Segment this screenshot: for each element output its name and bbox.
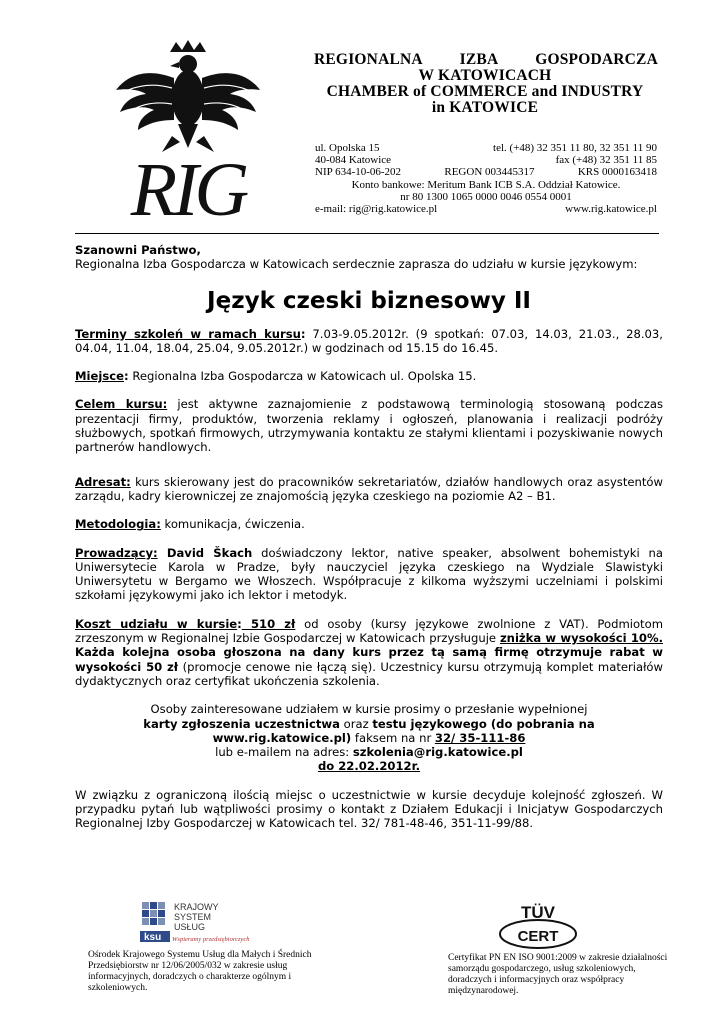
place-colon: : [124, 369, 129, 384]
place-label: Miejsce [75, 369, 124, 384]
tuv-logo-top: TÜV [521, 903, 555, 922]
terms-label: Terminy szkoleń w ramach kursu [75, 326, 301, 341]
terms-text: 7.03-9.05.2012r. (9 spotkań: 07.03, 14.03, 21.03., 28.03, 04.04, 11.04, 18.04, 25.04, 9.05.2012r.) w godzinach od 15.15 do 16.45. [75, 326, 663, 355]
fax-number-link: 32/ 35-111-86 [434, 730, 526, 745]
cost-colon: : [237, 616, 242, 631]
org-name-pl-line1 [300, 52, 670, 68]
intro-text: Regionalna Izba Gospodarcza w Katowicach serdecznie zaprasza do udziału w kursie językowym: [75, 257, 638, 272]
org-name-pl-line2: W KATOWICACH [418, 67, 552, 84]
audience-label: Adresat: [75, 474, 131, 489]
krs-number: KRS 0000163418 [577, 166, 657, 179]
ksu-logo [138, 898, 250, 948]
method-text: komunikacja, ćwiczenia. [160, 517, 305, 532]
ksu-logo-slogan: Wspieramy przedsiębiorczych [172, 936, 250, 943]
registration-form-label: karty zgłoszenia uczestnictwa [143, 716, 340, 731]
course-title: Język czeski biznesowy II [207, 287, 531, 314]
ksu-logo-abbr: ksu [144, 932, 162, 943]
cta-and: oraz [339, 716, 373, 731]
goal-text: jest aktywne zaznajomienie z podstawową terminologią stosowaną podczas prezentacji firmy, produktów, tworzenia reklamy i ogłoszeń, planowania i realizacji podróży służbowych, spotkań firmowych, utrzymywania kontaktu ze stałymi klientami i pozyskiwanie nowych partnerów handlowych. [75, 397, 663, 455]
terms-colon: : [300, 326, 306, 341]
goal-paragraph [75, 397, 663, 454]
city-postcode: 40-084 Katowice [315, 154, 392, 167]
cost-paragraph [75, 617, 663, 688]
street-address: ul. Opolska 15 [315, 142, 380, 154]
bank-account: nr 80 1300 1065 0000 0046 0554 0001 [400, 190, 572, 203]
cost-bold: Każda kolejna osoba głoszona na dany kurs przez tą samą firmę otrzymuje rabat w wysokości 50 zł [75, 645, 663, 674]
method-paragraph [75, 517, 663, 531]
greeting: Szanowni Państwo, [75, 243, 201, 257]
closing-paragraph: W związku z ograniczoną ilością miejsc o uczestnictwie w kursie decyduje kolejność zgłoszeń. W przypadku pytań lub wątpliwości prosimy o kontakt z Działem Edukacji i Inicjatyw Gospodarczych Regionalnej Izby Gospodarczej w Katowicach tel. 32/ 781-48-46, 351-11-99/88. [75, 787, 663, 831]
cta-line-2 [75, 717, 663, 746]
ksu-logo-word-3: USŁUG [174, 922, 206, 932]
org-word-1: REGIONALNA [314, 51, 423, 68]
cta-line-3 [75, 745, 663, 759]
registration-email-link[interactable]: szkolenia@rig.katowice.pl [352, 745, 523, 760]
cost-amount: 510 zł [241, 616, 296, 631]
lead-text: doświadczony lektor, native speaker, absolwent bohemistyki na Uniwersytecie Karola w Pradze, były nauczyciel języka czeskiego na Wydziale Slawistyki Uniwersytetu w Bergamo we Włoszech. Współpracuje z kilkoma wyższymi uczelniami i polskimi szkołami językowymi jako ich lektor i metodyk. [75, 545, 663, 603]
tuv-logo-bottom: CERT [517, 928, 559, 945]
contact-block [315, 142, 657, 215]
language-test-label: testu językowego (do pobrania na www.rig.katowice.pl) [212, 716, 595, 745]
letter-body [75, 243, 663, 831]
goal-label: Celem kursu: [75, 397, 168, 412]
org-name-en-line1: CHAMBER of COMMERCE and INDUSTRY [326, 83, 644, 100]
registration-deadline: do 22.02.2012r. [317, 759, 421, 774]
cost-label: Koszt udziału w kursie [75, 616, 238, 631]
website-url: www.rig.katowice.pl [565, 203, 657, 216]
ksu-logo-word-1: KRAJOWY [174, 902, 219, 912]
registration-block [75, 702, 663, 773]
org-name-en-line2: in KATOWICE [431, 99, 539, 116]
org-word-3: GOSPODARCZA [535, 51, 658, 68]
cta-line-1: Osoby zainteresowane udziałem w kursie prosimy o przesłanie wypełnionej [150, 702, 588, 717]
terms-paragraph [75, 327, 663, 356]
org-word-2: IZBA [459, 51, 499, 68]
tuv-description: Certyfikat PN EN ISO 9001:2009 w zakresie działalności samorządu gospodarczego, usług szkoleniowych, doradczych i informacyjnych oraz współpracy międzynarodowej. [448, 953, 668, 996]
cost-text-2: (promocje cenowe nie łączą się). Uczestnicy kursu otrzymują komplet materiałów dydaktycznych oraz certyfikat ukończenia szkolenia. [75, 659, 663, 688]
cost-discount: zniżka w wysokości 10%. [499, 631, 663, 646]
place-paragraph [75, 369, 663, 383]
email-address: e-mail: rig@rig.katowice.pl [315, 203, 438, 216]
org-name [300, 52, 670, 116]
cta-fax-text: faksem na nr [351, 730, 435, 745]
cost-text-1: od osoby (kursy językowe zwolnione z VAT). Podmiotom zrzeszonym w Regionalnej Izbie Gospodarczej w Katowicach przysługuje [75, 616, 663, 646]
fax-number: fax (+48) 32 351 11 85 [555, 154, 657, 167]
rig-monogram: RIG [130, 148, 246, 232]
header-divider [75, 233, 659, 234]
audience-text: kurs skierowany jest do pracowników sekretariatów, działów handlowych oraz asystentów zarządu, kadry kierowniczej ze znajomością języka czeskiego na poziomie A2 – B1. [75, 474, 663, 503]
lead-paragraph [75, 546, 663, 603]
ksu-description: Ośrodek Krajowego Systemu Usług dla Małych i Średnich Przedsiębiorstw nr 12/06/2005/032 w zakresie usług informacyjnych, doradczych o charakterze ogólnym i szkoleniowych. [88, 950, 312, 993]
lead-name: David Škach [157, 545, 253, 560]
place-text: Regionalna Izba Gospodarcza w Katowicach ul. Opolska 15. [128, 369, 477, 384]
regon-number: REGON 003445317 [444, 166, 535, 179]
method-label: Metodologia: [75, 517, 161, 532]
bank-name: Konto bankowe: Meritum Bank ICB S.A. Oddział Katowice. [351, 178, 621, 191]
audience-paragraph [75, 475, 663, 504]
rig-logo [88, 40, 288, 230]
cta-email-text: lub e-mailem na adres: [215, 745, 353, 760]
lead-label: Prowadzący: [75, 545, 158, 560]
ksu-squares-icon [142, 902, 165, 925]
tuv-cert-logo [495, 900, 581, 952]
ksu-logo-word-2: SYSTEM [174, 912, 212, 922]
nip-number: NIP 634-10-06-202 [315, 166, 402, 179]
eagle-icon [88, 40, 288, 230]
phone-numbers: tel. (+48) 32 351 11 80, 32 351 11 90 [493, 142, 657, 154]
